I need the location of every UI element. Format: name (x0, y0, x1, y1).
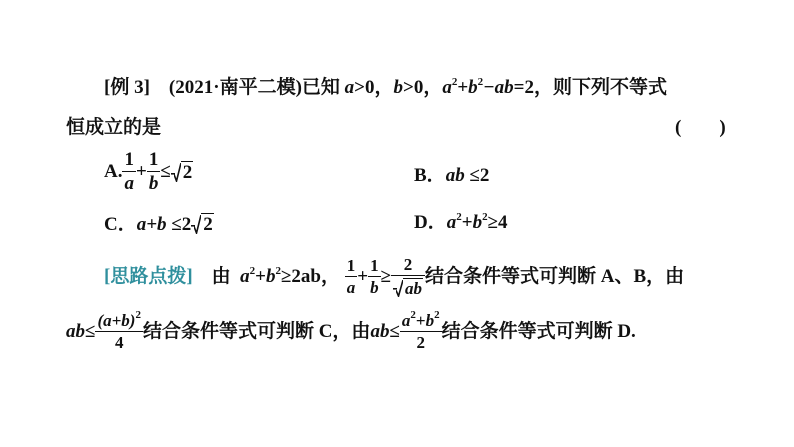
fraction (95, 309, 143, 352)
expr-ab: ab (66, 321, 85, 342)
var-a: a (446, 212, 457, 233)
ge-sign: ≥ (380, 266, 392, 287)
sqrt (171, 161, 194, 182)
option-c-rest: ≤2 (166, 214, 192, 235)
option-c-label: C． (104, 214, 137, 235)
equals-text: =2，则下列不等式 (513, 77, 667, 98)
numerator: 1 (346, 256, 356, 275)
exp: 2 (275, 265, 281, 277)
exp: 2 (135, 309, 141, 321)
option-a-label: A. (104, 161, 123, 182)
example-tag: [例 3] (104, 77, 150, 98)
var-a: a (240, 266, 250, 287)
option-c (104, 213, 214, 234)
sqrt (393, 278, 423, 297)
fraction (400, 309, 442, 352)
expr-ab: ab (445, 165, 465, 186)
ge-2ab: ≥2ab， (281, 266, 340, 287)
exp: 2 (456, 211, 462, 223)
radicand: 2 (182, 162, 193, 183)
numerator (400, 309, 442, 331)
fraction (345, 257, 358, 296)
denominator: b (148, 173, 159, 194)
hint-text: 结合条件等式可判断 D. (441, 321, 636, 342)
radicand: 2 (203, 214, 213, 235)
var-b: b (425, 311, 435, 330)
var-a: a (344, 77, 355, 98)
exp: 2 (477, 76, 484, 88)
exp: 2 (434, 309, 440, 321)
hint-line-1 (104, 256, 684, 297)
le-sign: ≤ (160, 161, 171, 182)
option-d (414, 213, 508, 232)
numerator: 2 (403, 255, 413, 274)
var-b: b (393, 77, 403, 98)
plus: + (415, 311, 426, 330)
hint-expr-1 (240, 266, 340, 287)
hint-text: 结合条件等式可判断 A、B，由 (425, 266, 685, 287)
answer-blank: ( ) (675, 117, 726, 138)
expr-b: b (468, 77, 478, 98)
exp: 2 (249, 265, 256, 277)
numerator: 1 (124, 149, 134, 170)
expr-a-plus-b: a+b (136, 214, 167, 235)
option-b-label: B． (414, 165, 446, 186)
var-b: b (472, 212, 483, 233)
hint-tag: [思路点拨] (104, 266, 193, 287)
plus: + (457, 77, 469, 98)
stem-line-2: 恒成立的是 (66, 117, 162, 138)
sqrt (191, 213, 214, 234)
fraction (368, 257, 381, 296)
stem-prefix: 已知 (301, 77, 340, 98)
hint-text: 结合条件等式可判断 C，由 (142, 321, 371, 342)
fraction (147, 150, 161, 193)
option-d-label: D． (414, 212, 447, 233)
numerator: 1 (148, 149, 159, 170)
minus-ab: −ab (483, 77, 514, 98)
plus: + (135, 161, 147, 182)
expr-a: a (442, 77, 452, 98)
var-b: b (266, 266, 276, 287)
problem-line-2 (66, 118, 161, 137)
hint-line-2 (66, 309, 636, 352)
gt-zero-b: >0， (403, 77, 443, 98)
denominator (391, 275, 425, 297)
fraction (122, 150, 136, 193)
exp: 2 (451, 76, 458, 88)
fraction (391, 256, 425, 297)
radicand: ab (405, 279, 423, 298)
denominator: b (370, 278, 379, 297)
denominator: a (346, 278, 356, 297)
option-a (104, 150, 193, 193)
option-b (414, 166, 489, 185)
option-d-rest: ≥4 (487, 212, 508, 233)
expr-ab: ab (370, 321, 390, 342)
var-a: a (401, 311, 411, 330)
plus: + (461, 212, 473, 233)
hint-text: 由 (211, 266, 231, 287)
numerator: 1 (370, 256, 379, 275)
le-sign: ≤ (389, 321, 400, 342)
problem-source: (2021·南平二模) (168, 77, 302, 98)
problem-line-1 (104, 78, 667, 97)
denominator: 2 (400, 331, 442, 351)
denominator: 4 (95, 331, 143, 351)
exp: 2 (410, 309, 416, 321)
numerator-expr: (a+b) (97, 311, 136, 330)
denominator: a (124, 173, 134, 194)
gt-zero-a: >0， (354, 77, 394, 98)
option-b-rest: ≤2 (464, 165, 490, 186)
exp: 2 (482, 211, 488, 223)
numerator (95, 309, 143, 331)
le-sign: ≤ (85, 321, 96, 342)
plus: + (357, 266, 369, 287)
plus: + (255, 266, 266, 287)
